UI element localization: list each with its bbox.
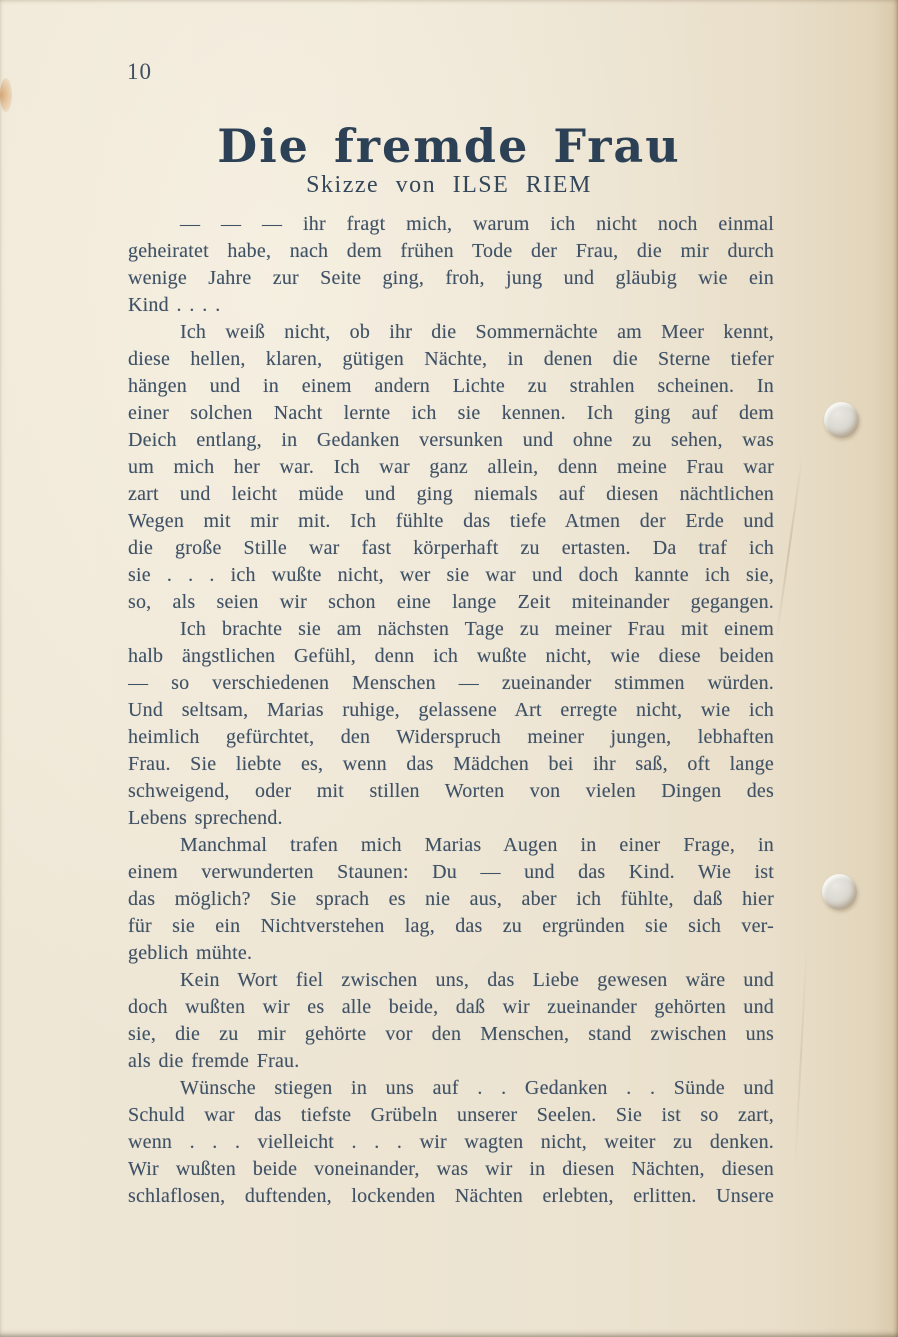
text-line: halb ängstlichen Gefühl, denn ich wußte nicht, wie diese beiden	[128, 645, 774, 667]
text-line: Ich weiß nicht, ob ihr die Sommernächte am Meer kennt,	[180, 321, 774, 343]
text-line: sie . . . ich wußte nicht, wer sie war und doch kannte ich sie,	[128, 564, 774, 586]
text-line: wenn . . . vielleicht . . . wir wagten nicht, weiter zu denken.	[128, 1131, 774, 1153]
text-line: schweigend, oder mit stillen Worten von vielen Dingen des	[128, 780, 774, 802]
text-line: Kind . . . .	[128, 294, 221, 316]
paragraph	[128, 967, 774, 1075]
text-line: einer solchen Nacht lernte ich sie kennen. Ich ging auf dem	[128, 402, 774, 424]
text-line: um mich her war. Ich war ganz allein, denn meine Frau war	[128, 456, 774, 478]
text-line: als die fremde Frau.	[128, 1050, 300, 1072]
text-line: Manchmal trafen mich Marias Augen in einer Frage, in	[180, 834, 774, 856]
text-line: Ich brachte sie am nächsten Tage zu meiner Frau mit einem	[180, 618, 774, 640]
text-line: das möglich? Sie sprach es nie aus, aber ich fühlte, daß hier	[128, 888, 774, 910]
article-body	[128, 211, 774, 1210]
text-line: Wegen mit mir mit. Ich fühlte das tiefe Atmen der Erde und	[128, 510, 774, 532]
text-line: geheiratet habe, nach dem frühen Tode der Frau, die mir durch	[128, 240, 774, 262]
text-line: zart und leicht müde und ging niemals auf diesen nächtlichen	[128, 483, 774, 505]
paragraph	[128, 211, 774, 319]
text-line: Deich entlang, in Gedanken versunken und ohne zu sehen, was	[128, 429, 774, 451]
text-line: — — — ihr fragt mich, warum ich nicht noch einmal	[180, 213, 774, 235]
text-line: sie, die zu mir gehörte vor den Menschen, stand zwischen uns	[128, 1023, 774, 1045]
text-line: doch wußten wir es alle beide, daß wir zueinander gehörten und	[128, 996, 774, 1018]
text-line: Wir wußten beide voneinander, was wir in diesen Nächten, diesen	[128, 1158, 774, 1180]
article-title: Die fremde Frau	[217, 119, 681, 173]
text-line: für sie ein Nichtverstehen lag, das zu ergründen sie sich ver-	[128, 915, 774, 937]
article-subtitle: Skizze von ILSE RIEM	[306, 172, 592, 198]
text-line: Kein Wort fiel zwischen uns, das Liebe gewesen wäre und	[180, 969, 774, 991]
text-line: geblich mühte.	[128, 942, 253, 964]
text-line: wenige Jahre zur Seite ging, froh, jung und gläubig wie ein	[128, 267, 774, 289]
text-line: Frau. Sie liebte es, wenn das Mädchen bei ihr saß, oft lange	[128, 753, 774, 775]
crease-line	[794, 940, 808, 1170]
text-line: heimlich gefürchtet, den Widerspruch meiner jungen, lebhaften	[128, 726, 774, 748]
crease-line	[775, 456, 803, 644]
text-line: einem verwunderten Staunen: Du — und das Kind. Wie ist	[128, 861, 774, 883]
paper-stain	[0, 78, 12, 112]
text-line: die große Stille war fast körperhaft zu ertasten. Da traf ich	[128, 537, 774, 559]
punch-hole-top	[824, 402, 859, 438]
punch-hole-bottom	[822, 874, 857, 910]
text-line: hängen und in einem andern Lichte zu strahlen scheinen. In	[128, 375, 774, 397]
paragraph	[128, 1075, 774, 1210]
text-line: — so verschiedenen Menschen — zueinander stimmen würden.	[128, 672, 774, 694]
text-line: diese hellen, klaren, gütigen Nächte, in denen die Sterne tiefer	[128, 348, 774, 370]
page-number: 10	[127, 59, 152, 84]
paragraph	[128, 832, 774, 967]
text-line: Und seltsam, Marias ruhige, gelassene Art erregte nicht, wie ich	[128, 699, 774, 721]
text-line: schlaflosen, duftenden, lockenden Nächten erlebten, erlitten. Unsere	[128, 1185, 774, 1207]
paragraph	[128, 319, 774, 616]
text-line: Wünsche stiegen in uns auf . . Gedanken . . Sünde und	[180, 1077, 774, 1099]
paragraph	[128, 616, 774, 832]
text-line: Schuld war das tiefste Grübeln unserer Seelen. Sie ist so zart,	[128, 1104, 774, 1126]
text-line: Lebens sprechend.	[128, 807, 283, 829]
text-line: so, als seien wir schon eine lange Zeit miteinander gegangen.	[128, 591, 774, 613]
